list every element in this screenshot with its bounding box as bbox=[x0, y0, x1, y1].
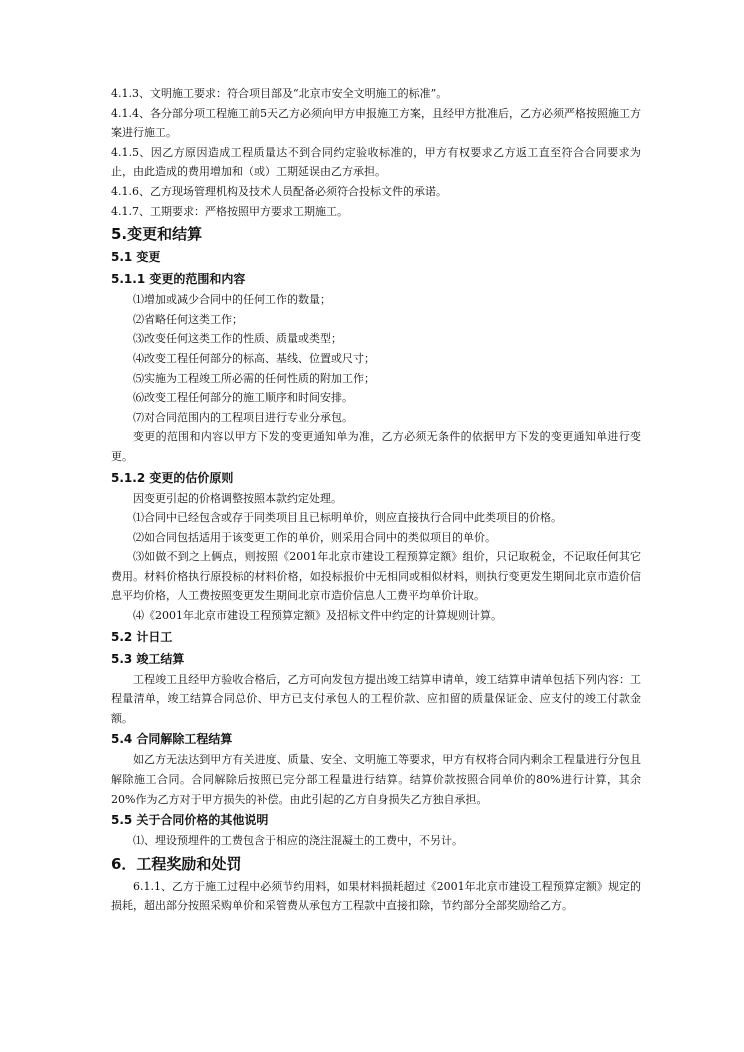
paragraph: ⑴合同中已经包含或存于同类项目且已标明单价，则应直接执行合同中此类项目的价格。 bbox=[133, 511, 562, 525]
paragraph: ⑶如做不到之上俩点，则按照《2001年北京市建设工程预算定额》组价，只记取税金，不记取任何其它费用。材料价格执行原投标的材料价格，如投标报价中无相同或相似材料，则执行变更发生期间北京市造价信息平均价格，人工费按照变更发生期间北京市造价信息人工费平均单价计取。 bbox=[111, 550, 641, 603]
clause-4-1-4: 4.1.4、各分部分项工程施工前5天乙方必须向甲方申报施工方案，且经甲方批准后，乙方必须严格按照施工方案进行施工。 bbox=[111, 106, 641, 140]
paragraph: ⑷《2001年北京市建设工程预算定额》及招标文件中约定的计算规则计算。 bbox=[133, 609, 502, 623]
clause-4-1-6: 4.1.6、乙方现场管理机构及技术人员配备必须符合投标文件的承诺。 bbox=[111, 184, 447, 198]
paragraph: ⑴、埋设预埋件的工费包含于相应的浇注混凝土的工费中，不另计。 bbox=[133, 834, 463, 848]
subsection-heading-5-3: 5.3 竣工结算 bbox=[111, 651, 185, 666]
document-page bbox=[111, 84, 641, 916]
subsection-heading-5-1-2: 5.1.2 变更的估价原则 bbox=[111, 470, 234, 485]
subsection-heading-5-4: 5.4 合同解除工程结算 bbox=[111, 732, 233, 747]
paragraph: ⑵如合同包括适用于该变更工作的单价，则采用合同中的类似项目的单价。 bbox=[133, 530, 496, 544]
clause-4-1-7: 4.1.7、工期要求：严格按照甲方要求工期施工。 bbox=[111, 204, 348, 218]
list-item: ⑺对合同范围内的工程项目进行专业分承包。 bbox=[133, 410, 353, 424]
list-item: ⑵省略任何这类工作； bbox=[133, 312, 243, 326]
section-heading-5: 5.变更和结算 bbox=[111, 225, 203, 244]
subsection-heading-5-1-1: 5.1.1 变更的范围和内容 bbox=[111, 272, 246, 287]
section-heading-6: 6．工程奖励和处罚 bbox=[111, 854, 242, 873]
clause-4-1-5: 4.1.5、因乙方原因造成工程质量达不到合同约定验收标准的，甲方有权要求乙方返工直至符合合同要求为止，由此造成的费用增加和（或）工期延误由乙方承担。 bbox=[111, 145, 641, 179]
list-item: ⑹改变工程任何部分的施工顺序和时间安排。 bbox=[133, 391, 353, 405]
subsection-heading-5-5: 5.5 关于合同价格的其他说明 bbox=[111, 813, 269, 828]
subsection-heading-5-2: 5.2 计日工 bbox=[111, 629, 173, 644]
subsection-heading-5-1: 5.1 变更 bbox=[111, 250, 161, 265]
list-item: ⑶改变任何这类工作的性质、质量或类型； bbox=[133, 332, 342, 346]
list-item: ⑷改变工程任何部分的标高、基线、位置或尺寸； bbox=[133, 351, 375, 365]
paragraph: 6.1.1、乙方于施工过程中必须节约用料，如果材料损耗超过《2001年北京市建设工程预算定额》规定的损耗，超出部分按照采购单价和采管费从承包方工程款中直接扣除，节约部分全部奖励给乙方。 bbox=[111, 879, 641, 913]
paragraph: 如乙方无法达到甲方有关进度、质量、安全、文明施工等要求，甲方有权将合同内剩余工程量进行分包且解除施工合同。合同解除后按照已完分部工程量进行结算。结算价款按照合同单价的80%进行计算，其余20%作为乙方对于甲方损失的补偿。由此引起的乙方自身损失乙方独自承担。 bbox=[111, 753, 641, 806]
paragraph: 工程竣工且经甲方验收合格后，乙方可向发包方提出竣工结算申请单，竣工结算申请单包括下列内容：工程量清单，竣工结算合同总价、甲方已支付承包人的工程价款、应扣留的质量保证金、应支付的竣工付款金额。 bbox=[111, 672, 641, 725]
clause-4-1-3: 4.1.3、文明施工要求：符合项目部及“北京市安全文明施工的标准”。 bbox=[111, 87, 448, 100]
list-item: ⑸实施为工程竣工所必需的任何性质的附加工作； bbox=[133, 371, 375, 385]
list-item: ⑴增加或减少合同中的任何工作的数量； bbox=[133, 293, 331, 307]
paragraph: 因变更引起的价格调整按照本款约定处理。 bbox=[133, 491, 342, 505]
paragraph: 变更的范围和内容以甲方下发的变更通知单为准，乙方必须无条件的依据甲方下发的变更通知单进行变更。 bbox=[111, 430, 641, 463]
